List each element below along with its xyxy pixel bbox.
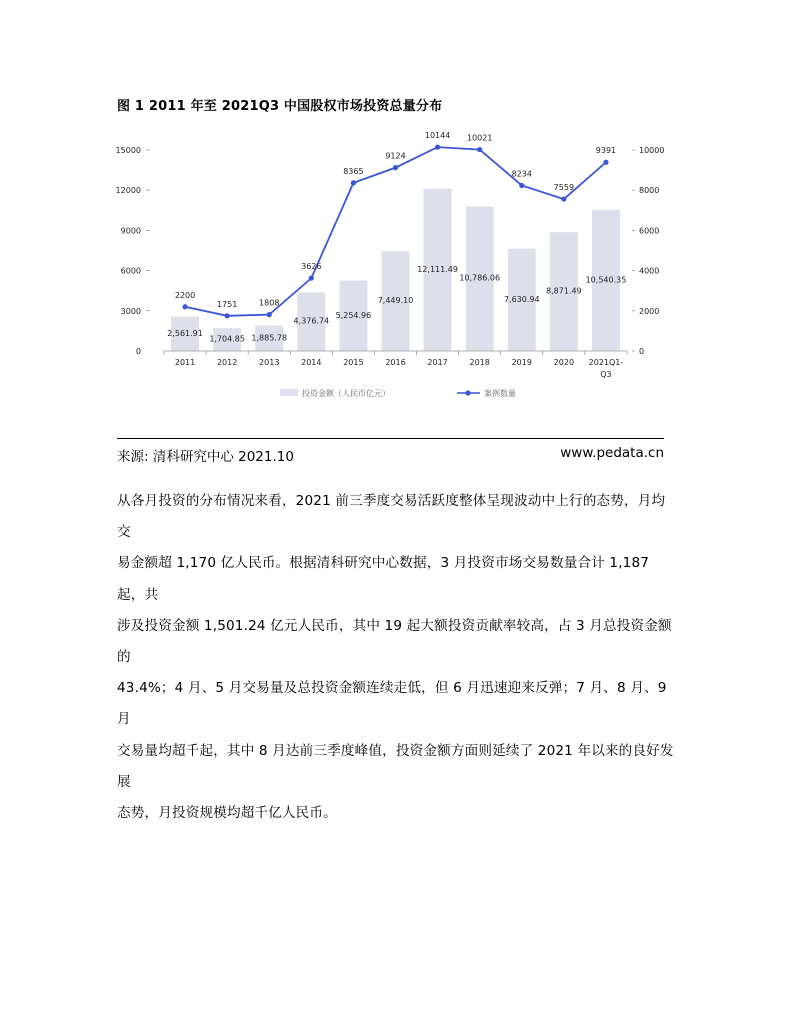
point-value-label: 8234 — [511, 169, 532, 179]
x-tick-label: 2019 — [511, 358, 532, 367]
x-tick-label: 2021Q1- — [588, 358, 624, 367]
bar-value-label: 10,540.35 — [585, 275, 627, 285]
source-label: 来源: 清科研究中心 2021.10 — [117, 449, 294, 465]
figure-title: 图 1 2011 年至 2021Q3 中国股权市场投资总量分布 — [117, 99, 443, 114]
right-tick-label: 2000 — [639, 306, 660, 316]
x-tick-label: 2020 — [553, 358, 575, 367]
bar-value-label: 7,630.94 — [503, 294, 540, 304]
x-tick-label: 2014 — [301, 358, 322, 367]
line-point — [351, 180, 356, 185]
body-line: 交易量均超千起，其中 8 月达前三季度峰值，投资金额方面则延续了 2021 年以来的良好发展 — [117, 742, 674, 790]
x-tick-label: 2012 — [216, 358, 238, 367]
x-tick-label: 2013 — [259, 358, 280, 367]
left-tick-label: 6000 — [120, 266, 141, 276]
point-value-label: 8365 — [343, 166, 364, 176]
body-line: 43.4%；4 月、5 月交易量及总投资金额连续走低，但 6 月迅速迎来反弹；7 月、8 月、9 月 — [117, 680, 667, 728]
body-line: 从各月投资的分布情况来看，2021 前三季度交易活跃度整体呈现波动中上行的态势，月均交 — [117, 493, 666, 541]
right-tick-label: 8000 — [639, 186, 660, 196]
bar-value-label: 10,786.06 — [459, 273, 501, 283]
legend-bar-label: 投资金额（人民币亿元） — [302, 389, 390, 398]
x-tick-label: 2018 — [469, 358, 490, 367]
point-value-label: 1808 — [259, 298, 280, 308]
x-tick-label: 2015 — [343, 358, 364, 367]
x-tick-label: 2011 — [174, 358, 196, 367]
left-tick-label: 0 — [135, 347, 141, 356]
bar-value-label: 12,111.49 — [417, 264, 458, 274]
line-point — [225, 313, 230, 318]
bar-value-label: 4,376.74 — [293, 316, 330, 326]
bar-value-label: 1,885.78 — [251, 333, 288, 343]
bar-value-label: 1,704.85 — [209, 334, 245, 344]
x-axis — [164, 351, 627, 379]
line-point — [519, 183, 524, 188]
line-point — [267, 312, 272, 317]
body-line: 态势，月投资规模均超千亿人民币。 — [117, 805, 337, 822]
x-tick-label: Q3 — [600, 370, 612, 379]
point-value-label: 1751 — [216, 299, 238, 309]
point-value-label: 2200 — [174, 290, 196, 300]
right-tick-label: 0 — [639, 347, 645, 356]
line-point — [182, 304, 187, 309]
left-tick-label: 9000 — [120, 226, 141, 236]
x-tick-label: 2016 — [385, 358, 406, 367]
right-y-axis — [632, 146, 664, 356]
point-value-label: 10144 — [424, 132, 451, 141]
right-tick-label: 4000 — [639, 266, 660, 276]
point-value-label: 7559 — [553, 183, 575, 193]
bar-series — [171, 189, 620, 351]
line-point — [393, 165, 398, 170]
point-value-label: 9391 — [595, 146, 617, 156]
website-link[interactable]: www.pedata.cn — [560, 445, 664, 461]
source-row — [117, 438, 664, 465]
line-point — [561, 196, 566, 201]
right-tick-label: 10000 — [639, 146, 665, 155]
body-line: 涉及投资金额 1,501.24 亿元人民币，其中 19 起大额投资贡献率较高，占 3 月总投资金额的 — [117, 617, 672, 666]
line-point — [435, 145, 440, 150]
chart-legend — [280, 388, 516, 398]
bar-value-label: 5,254.96 — [335, 310, 372, 320]
point-value-label: 10021 — [466, 133, 493, 143]
bar-value-label: 8,871.49 — [546, 286, 582, 296]
legend-line-label: 案例数量 — [484, 389, 516, 398]
line-point — [309, 276, 314, 281]
line-point — [477, 147, 482, 152]
left-tick-label: 3000 — [120, 306, 141, 316]
legend-line-marker — [465, 390, 470, 395]
bar-value-label: 7,449.10 — [377, 296, 414, 306]
left-y-axis — [116, 146, 150, 356]
bar-value-label: 2,561.91 — [167, 328, 203, 338]
x-tick-label: 2017 — [427, 358, 448, 367]
point-value-label: 9124 — [385, 151, 406, 161]
investment-chart — [112, 132, 672, 407]
point-value-label: 3626 — [301, 262, 322, 272]
left-tick-label: 12000 — [115, 186, 141, 196]
left-tick-label: 15000 — [115, 146, 141, 155]
legend-bar-swatch — [280, 389, 298, 396]
body-line: 易金额超 1,170 亿人民币。根据清科研究中心数据，3 月投资市场交易数量合计 1,187 起，共 — [117, 555, 650, 603]
right-tick-label: 6000 — [639, 226, 660, 236]
body-paragraph — [117, 486, 677, 829]
line-point — [603, 160, 608, 165]
